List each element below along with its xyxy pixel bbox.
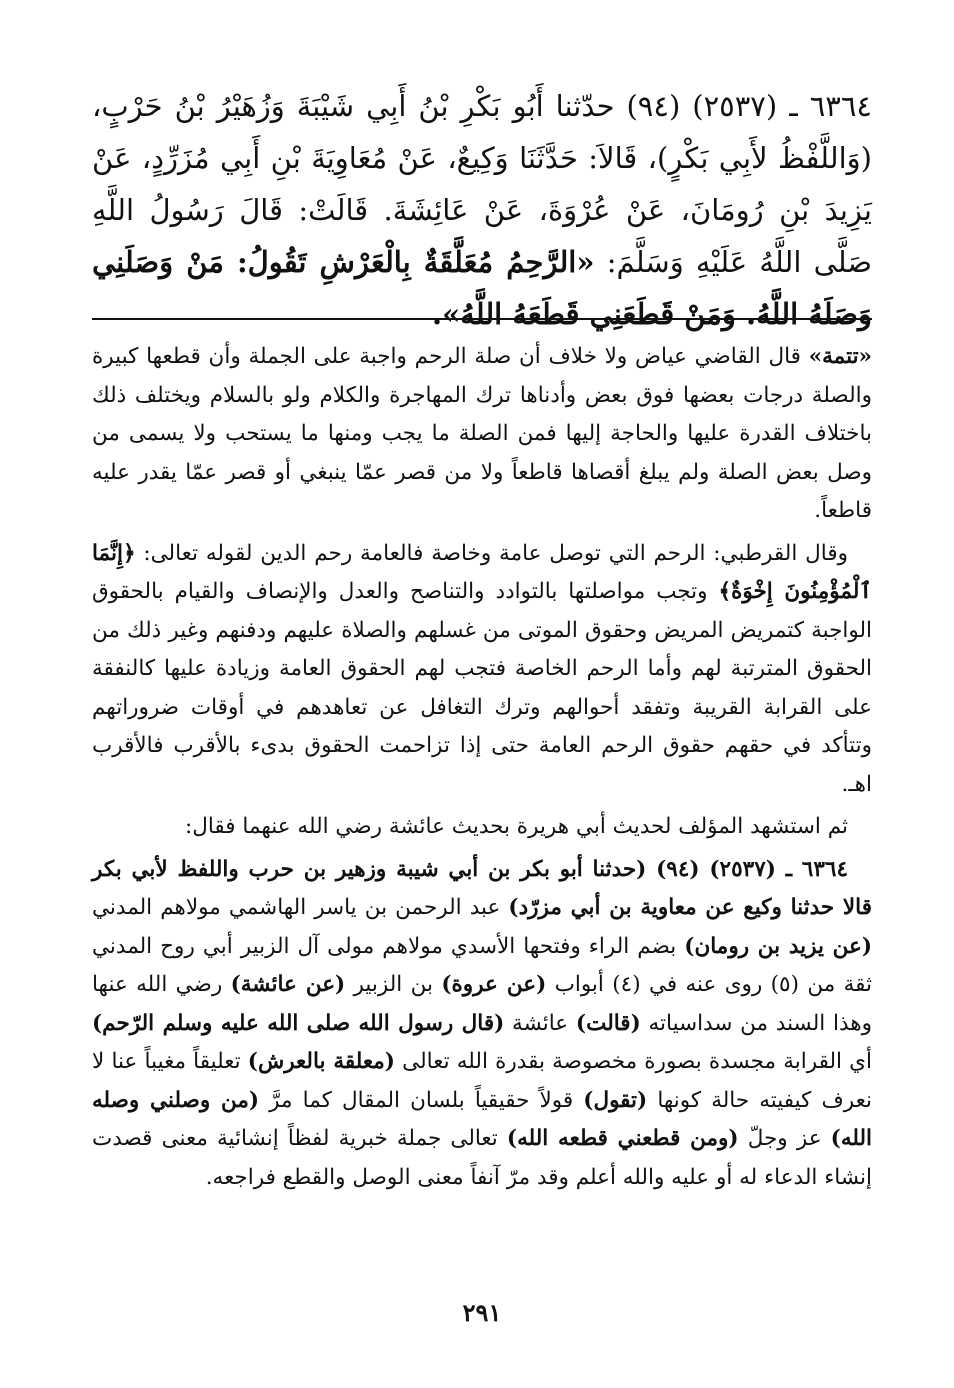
sharh-text: بن الزبير xyxy=(345,972,442,997)
commentary-paragraph-sharh xyxy=(92,851,872,1198)
sharh-text: أي القرابة مجسدة بصورة مخصوصة بقدرة الله تعالى xyxy=(394,1049,872,1074)
commentary-paragraph-intro: ثم استشهد المؤلف لحديث أبي هريرة بحديث عائشة رضي الله عنهما فقال: xyxy=(184,814,848,839)
sharh-quote: ٦٣٦٤ ـ (٢٥٣٧) (٩٤) (حدثنا أبو بكر بن أبي شيبة وزهير بن حرب واللفظ لأبي بكر قالا حدثنا وكيع عن معاوية بن أبي مزرّد) xyxy=(92,856,872,920)
tatimma-text: قال القاضي عياض ولا خلاف أن صلة الرحم واجبة على الجملة وأن قطعها كبيرة والصلة درجات بعضها فوق بعض وأدناها ترك المهاجرة والكلام ولو بالسلام ويختلف ذلك باختلاف القدرة عليها والحاجة إليها فمن الصلة ما يجب ومنها ما يستحب ولا يسمى من وصل بعض الصلة ولم يبلغ أقصاها قاطعاً ولا من قصر عمّا ينبغي أو قصر عمّا يقدر عليه قاطعاً. xyxy=(92,344,872,523)
sharh-quote: (تقول) xyxy=(583,1087,648,1113)
sharh-quote: (عن عائشة) xyxy=(230,972,346,997)
tatimma-label: «تتمة» xyxy=(808,344,872,369)
quran-verse: ﴿إِنَّمَا ٱلْمُؤْمِنُونَ إِخْوَةٌ﴾ xyxy=(92,540,872,604)
sharh-text: تعليقاً مغيباً عنا لا نعرف كيفيته حالة كونها xyxy=(92,1049,872,1113)
sharh-text: قولاً حقيقياً بلسان المقال كما مرَّ xyxy=(259,1087,584,1113)
commentary-paragraph-tatimma xyxy=(92,338,872,531)
commentary xyxy=(92,338,872,1197)
sharh-quote: (معلقة بالعرش) xyxy=(247,1049,395,1074)
sharh-text: رضي الله عنها وهذا السند من سداسياته xyxy=(92,972,873,1036)
sharh-quote: (من وصلني وصله الله) xyxy=(92,1087,873,1151)
sharh-text: تعالى جملة خبرية لفظاً إنشائية معنى قصدت إنشاء الدعاء له أو عليه والله أعلم وقد مرّ آنفاً معنى الوصل والقطع فراجعه. xyxy=(92,1126,872,1190)
footnote-divider xyxy=(92,318,872,320)
hadith-text xyxy=(92,80,872,340)
sharh-quote: (عن عروة) xyxy=(441,972,547,997)
qurtubi-text-end: وتجب مواصلتها بالتوادد والتناصح والعدل والإنصاف والقيام بالحقوق الواجبة كتمريض المريض وحقوق الموتى من غسلهم والصلاة عليهم ودفنهم وغير ذلك من الحقوق المترتبة لهم وأما الرحم الخاصة فتجب لهم الحقوق العامة وزيادة عليها كالنفقة على القرابة القريبة وتفقد أحوالهم وترك التغافل عن تعاهدهم في أوقات ضروراتهم وتتأكد في حقهم حقوق الرحم العامة حتى إذا تزاحمت الحقوق بدىء بالأقرب فالأقرب اهـ. xyxy=(92,579,872,797)
page xyxy=(92,80,872,1350)
sharh-text: بضم الراء وفتحها الأسدي مولاهم مولى آل الزبير أبي روح المدني ثقة من (٥) روى عنه في (٤) أبواب xyxy=(92,933,872,997)
sharh-quote: (ومن قطعني قطعه الله) xyxy=(506,1126,739,1151)
sharh-quote: (عن يزيد بن رومان) xyxy=(684,933,872,959)
sharh-quote: (قالت) xyxy=(575,1010,641,1036)
sharh-text: عائشة xyxy=(504,1010,576,1036)
hadith-isnad: ٦٣٦٤ ـ (٢٥٣٧) (٩٤) حدّثنا أَبُو بَكْرِ بْنُ أَبِي شَيْبَةَ وَزُهَيْرُ بْنُ حَرْبٍ، (وَاللَّفْظُ لأَبِي بَكْرٍ)، قَالاَ: حَدَّثَنَا وَكِيعٌ، عَنْ مُعَاوِيَةَ بْنِ أَبِي مُزَرِّدٍ، عَنْ يَزِيدَ بْنِ رُومَانَ، عَنْ عُرْوَةَ، عَنْ عَائِشَةَ. قَالَتْ: قَالَ رَسُولُ اللَّهِ صَلَّى اللَّهُ عَلَيْهِ وَسَلَّمَ: xyxy=(92,89,872,279)
commentary-paragraph-qurtubi xyxy=(92,535,872,805)
sharh-text: عز وجلّ xyxy=(738,1126,831,1151)
qurtubi-text-start: وقال القرطبي: الرحم التي توصل عامة وخاصة فالعامة رحم الدين لقوله تعالى: xyxy=(135,540,848,566)
sharh-quote: (قال رسول الله صلى الله عليه وسلم الرّحم) xyxy=(92,1010,505,1036)
page-number: ٢٩١ xyxy=(462,1298,502,1327)
hadith-matn: «الرَّحِمُ مُعَلَّقَةٌ بِالْعَرْشِ تَقُولُ: مَنْ وَصَلَنِي وَصَلَهُ اللَّهُ. وَمَنْ قَطَعَنِي قَطَعَهُ اللَّهُ». xyxy=(92,245,872,331)
sharh-text: عبد الرحمن بن ياسر الهاشمي مولاهم المدني xyxy=(92,895,509,920)
